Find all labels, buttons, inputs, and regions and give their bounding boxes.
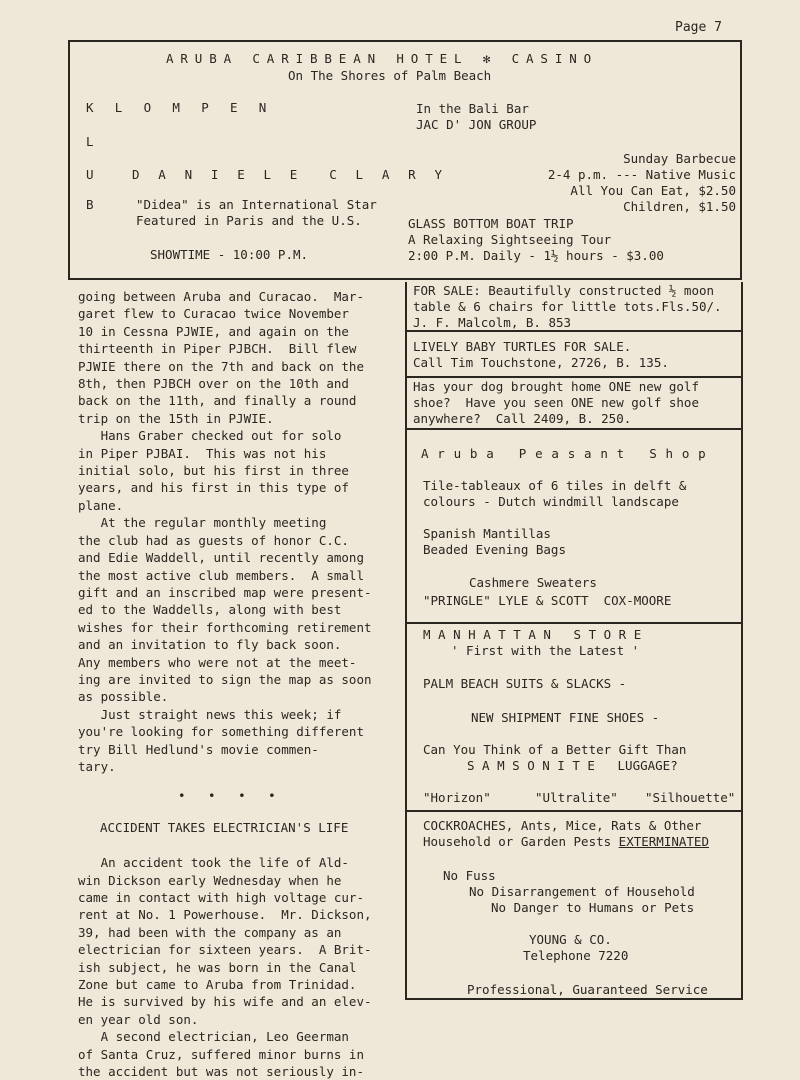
ad-turtles-line-1: LIVELY BABY TURTLES FOR SALE.	[413, 339, 632, 354]
article-line: and Edie Waddell, until recently among	[78, 550, 364, 566]
klompen-letter-b: B	[86, 197, 94, 212]
article-line: back on the 11th, and finally a round	[78, 393, 357, 409]
ad-table-line-3: J. F. Malcolm, B. 853	[413, 315, 572, 330]
accident-headline: ACCIDENT TAKES ELECTRICIAN'S LIFE	[100, 819, 349, 835]
ad-table-line-2: table & 6 chairs for little tots.Fls.50/.	[413, 299, 722, 314]
article-line: 39, had been with the company as an	[78, 924, 342, 940]
performer-name: D A N I E L E C L A R Y	[132, 167, 448, 182]
article-line: initial solo, but his first in three	[78, 463, 349, 479]
article-line: At the regular monthly meeting	[78, 515, 327, 531]
ad-golf-line-3: anywhere? Call 2409, B. 250.	[413, 411, 632, 426]
luggage-model-ultralite: "Ultralite"	[535, 790, 618, 805]
article-line: ish subject, he was born in the Canal	[78, 959, 357, 975]
pests-line-1: COCKROACHES, Ants, Mice, Rats & Other	[423, 818, 702, 833]
luggage-model-horizon: "Horizon"	[423, 790, 491, 805]
article-line: try Bill Hedlund's movie commen-	[78, 741, 319, 757]
article-line: win Dickson early Wednesday when he	[78, 872, 342, 888]
ad-lost-golf-shoe	[407, 378, 741, 430]
barbecue-line-2: 2-4 p.m. --- Native Music	[547, 167, 736, 182]
article-line: tary.	[78, 758, 116, 774]
pests-line-2-text: Household or Garden Pests	[423, 834, 619, 849]
manhattan-line-1: PALM BEACH SUITS & SLACKS -	[423, 676, 627, 691]
article-line: He is survived by his wife and an elev-	[78, 994, 372, 1010]
article-line: you're looking for something different	[78, 724, 364, 740]
barbecue-line-4: Children, $1.50	[623, 199, 736, 214]
manhattan-line-3: Can You Think of a Better Gift Than	[423, 742, 687, 757]
ad-pest-exterminators	[407, 812, 741, 998]
ad-aruba-peasant-shop	[407, 430, 741, 624]
article-line: electrician for sixteen years. A Brit-	[78, 942, 372, 958]
ad-golf-line-2: shoe? Have you seen ONE new golf shoe	[413, 395, 699, 410]
article-line: thirteenth in Piper PJBCH. Bill flew	[78, 341, 357, 357]
article-line: 8th, then PJBCH over on the 10th and	[78, 376, 349, 392]
showtime: SHOWTIME - 10:00 P.M.	[150, 247, 309, 262]
accident-article	[78, 854, 388, 1080]
article-line: en year old son.	[78, 1011, 199, 1027]
article-line: in Piper PJBAI. This was not his	[78, 445, 327, 461]
article-line: trip on the 15th in PJWIE.	[78, 410, 274, 426]
pests-telephone: Telephone 7220	[523, 948, 629, 963]
article-line: plane.	[78, 497, 124, 513]
hotel-casino-ad	[68, 40, 742, 280]
article-line: came in contact with high voltage cur-	[78, 890, 364, 905]
boat-trip-line-2: A Relaxing Sightseeing Tour	[408, 232, 612, 247]
article-line: wishes for their forthcoming retirement	[78, 619, 372, 635]
boat-trip-line-3: 2:00 P.M. Daily - 1½ hours - $3.00	[408, 248, 664, 263]
article-line: the most active club members. A small	[78, 567, 364, 583]
classified-ads-column	[405, 282, 743, 1000]
boat-trip-line-1: GLASS BOTTOM BOAT TRIP	[408, 216, 574, 231]
page-number: Page 7	[675, 20, 722, 35]
peasant-line-5: Cashmere Sweaters	[469, 575, 597, 590]
peasant-line-1: Tile-tableaux of 6 tiles in delft &	[423, 478, 687, 493]
klompen-title: K L O M P E N	[86, 100, 274, 115]
article-line: the club had as guests of honor C.C.	[78, 532, 349, 548]
article-line: Any members who were not at the meet-	[78, 654, 357, 670]
ad-turtles-line-2: Call Tim Touchstone, 2726, B. 135.	[413, 355, 669, 370]
bali-bar-line-1: In the Bali Bar	[416, 101, 529, 116]
ad-baby-turtles	[407, 332, 741, 378]
manhattan-line-2: NEW SHIPMENT FINE SHOES -	[471, 710, 660, 725]
pests-line-3: No Fuss	[443, 868, 496, 883]
pests-line-5: No Danger to Humans or Pets	[491, 900, 695, 915]
article-line: rent at No. 1 Powerhouse. Mr. Dickson,	[78, 907, 372, 923]
pests-company: YOUNG & CO.	[529, 932, 612, 947]
peasant-line-2: colours - Dutch windmill landscape	[423, 494, 679, 509]
manhattan-line-4: S A M S O N I T E LUGGAGE?	[467, 758, 678, 773]
article-line: as possible.	[78, 689, 169, 705]
barbecue-line-3: All You Can Eat, $2.50	[570, 183, 736, 198]
ad-table-line-1: FOR SALE: Beautifully constructed ½ moon	[413, 283, 715, 298]
manhattan-tagline: ' First with the Latest '	[451, 643, 640, 658]
pests-line-2	[423, 834, 709, 849]
article-line: Hans Graber checked out for solo	[78, 428, 342, 444]
didea-line-2: Featured in Paris and the U.S.	[136, 213, 362, 228]
article-line: going between Aruba and Curacao. Mar-	[78, 289, 364, 304]
ad-manhattan-store	[407, 624, 741, 812]
didea-line-1: "Didea" is an International Star	[136, 197, 377, 212]
left-column-article	[78, 288, 388, 1080]
klompen-letter-u: U	[86, 167, 94, 182]
ad-golf-line-1: Has your dog brought home ONE new golf	[413, 379, 699, 394]
article-line: A second electrician, Leo Geerman	[78, 1029, 349, 1045]
article-line: and an invitation to fly back soon.	[78, 637, 342, 653]
article-line: garet flew to Curacao twice November	[78, 306, 349, 322]
article-line: ed to the Waddells, along with best	[78, 602, 342, 618]
peasant-line-3: Spanish Mantillas	[423, 526, 551, 541]
barbecue-line-1: Sunday Barbecue	[623, 151, 736, 166]
peasant-shop-title: A r u b a P e a s a n t S h o p	[421, 446, 707, 461]
luggage-model-silhouette: "Silhouette"	[645, 790, 736, 805]
klompen-letter-l: L	[86, 134, 94, 149]
manhattan-store-title: M A N H A T T A N S T O R E	[423, 627, 642, 642]
article-line: years, and his first in this type of	[78, 480, 349, 496]
peasant-line-6: "PRINGLE" LYLE & SCOTT COX-MOORE	[423, 593, 672, 608]
peasant-line-4: Beaded Evening Bags	[423, 542, 566, 557]
exterminated-word: EXTERMINATED	[618, 834, 709, 849]
pests-tagline: Professional, Guaranteed Service	[467, 982, 708, 997]
hotel-subtitle: On The Shores of Palm Beach	[288, 68, 492, 83]
hotel-title: ARUBA CARIBBEAN HOTEL ✻ CASINO	[166, 51, 599, 66]
article-line: gift and an inscribed map were present-	[78, 584, 372, 600]
article-line: of Santa Cruz, suffered minor burns in	[78, 1046, 364, 1062]
article-line: ing are invited to sign the map as soon	[78, 671, 372, 687]
section-separator: • • • •	[178, 788, 284, 804]
article-line: An accident took the life of Ald-	[78, 855, 349, 871]
pests-line-4: No Disarrangement of Household	[469, 884, 695, 899]
article-line: 10 in Cessna PJWIE, and again on the	[78, 323, 349, 339]
bali-bar-line-2: JAC D' JON GROUP	[416, 117, 537, 132]
article-line: the accident but was not seriously in-	[78, 1064, 364, 1080]
article-line: Zone but came to Aruba from Trinidad.	[78, 977, 357, 993]
article-line: PJWIE there on the 7th and back on the	[78, 358, 364, 374]
article-line: Just straight news this week; if	[78, 706, 342, 722]
ad-table-for-sale	[407, 282, 741, 332]
aviation-news	[78, 288, 388, 775]
